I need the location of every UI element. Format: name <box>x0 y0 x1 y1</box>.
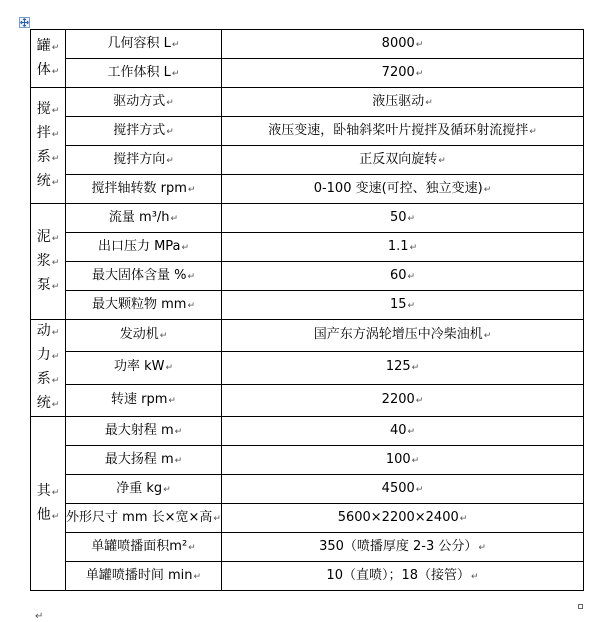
category-char <box>37 480 60 504</box>
category-char-text: 统 <box>36 172 51 189</box>
paragraph-mark: ↵ <box>51 129 60 140</box>
value-cell[interactable] <box>222 291 584 320</box>
category-char-text: 搅 <box>36 100 51 117</box>
paragraph-mark: ↵ <box>51 233 60 244</box>
param-label: 最大射程 m <box>104 422 174 438</box>
value-cell[interactable] <box>222 562 584 591</box>
category-char <box>37 98 60 122</box>
category-char-text: 统 <box>36 395 51 411</box>
category-char <box>37 146 60 170</box>
cell-end-mark: ↵ <box>187 271 196 282</box>
cell-end-mark: ↵ <box>174 426 183 437</box>
value-cell[interactable] <box>222 175 584 204</box>
param-cell[interactable] <box>66 117 222 146</box>
paragraph-mark: ↵ <box>51 400 60 410</box>
cell-end-mark: ↵ <box>438 155 446 166</box>
param-label: 最大扬程 m <box>104 451 174 467</box>
param-cell[interactable] <box>66 88 222 117</box>
param-cell[interactable] <box>66 417 222 446</box>
value-cell[interactable] <box>222 504 584 533</box>
param-label: 搅拌轴转数 rpm <box>91 180 187 196</box>
param-value: 国产东方涡轮增压中冷柴油机 <box>313 327 483 343</box>
paragraph-mark: ↵ <box>51 487 60 498</box>
category-char-text: 泵 <box>36 276 51 293</box>
cell-end-mark: ↵ <box>187 184 196 195</box>
param-cell[interactable] <box>66 59 222 88</box>
value-cell[interactable] <box>222 384 584 416</box>
value-cell[interactable] <box>222 233 584 262</box>
value-cell[interactable] <box>222 204 584 233</box>
category-char-text: 体 <box>36 61 51 78</box>
table-move-handle-icon[interactable] <box>19 17 30 28</box>
paragraph-mark: ↵ <box>51 257 60 268</box>
table-row <box>31 475 584 504</box>
category-char <box>37 35 60 59</box>
value-cell[interactable] <box>222 262 584 291</box>
cell-end-mark: ↵ <box>409 242 418 253</box>
cell-end-mark: ↵ <box>415 395 424 406</box>
param-label: 搅拌方式 <box>113 122 166 138</box>
param-label: 净重 kg <box>116 480 163 496</box>
param-value: 60 <box>389 267 407 283</box>
param-cell[interactable] <box>66 175 222 204</box>
category-char-text: 拌 <box>36 124 51 141</box>
cell-end-mark: ↵ <box>415 68 424 79</box>
cell-end-mark: ↵ <box>166 155 174 166</box>
cell-end-mark: ↵ <box>407 213 416 224</box>
cell-end-mark: ↵ <box>411 455 420 466</box>
value-cell[interactable] <box>222 417 584 446</box>
cell-end-mark: ↵ <box>213 513 221 524</box>
cell-end-mark: ↵ <box>478 542 486 553</box>
paragraph-mark: ↵ <box>51 105 60 116</box>
cell-end-mark: ↵ <box>483 331 492 342</box>
value-cell[interactable] <box>222 117 584 146</box>
category-char <box>37 368 60 392</box>
param-value: 7200 <box>381 64 415 80</box>
category-label <box>37 226 60 298</box>
table-row <box>31 352 584 384</box>
param-value: 50 <box>389 209 407 225</box>
category-char-text: 泥 <box>36 228 51 245</box>
cell-end-mark: ↵ <box>407 300 416 311</box>
table-resize-handle[interactable] <box>578 604 583 609</box>
param-value: 100 <box>385 451 411 467</box>
param-cell[interactable] <box>66 504 222 533</box>
param-label: 单罐喷播面积m² <box>91 538 188 554</box>
paragraph-mark: ↵ <box>51 153 60 164</box>
table-row <box>31 446 584 475</box>
category-char-text: 他 <box>36 506 51 523</box>
value-cell[interactable] <box>222 30 584 59</box>
value-cell[interactable] <box>222 352 584 384</box>
category-cell[interactable] <box>31 88 66 204</box>
paragraph-mark: ↵ <box>51 177 60 188</box>
param-cell[interactable] <box>66 262 222 291</box>
param-cell[interactable] <box>66 291 222 320</box>
param-label: 几何容积 L <box>107 35 171 51</box>
param-label: 最大颗粒物 mm <box>91 296 187 312</box>
paragraph-mark: ↵ <box>51 281 60 292</box>
category-cell[interactable] <box>31 30 66 88</box>
category-char <box>37 392 60 416</box>
table-row <box>31 204 584 233</box>
value-cell[interactable] <box>222 446 584 475</box>
category-char-text: 力 <box>36 347 51 363</box>
value-cell[interactable] <box>222 146 584 175</box>
table-row <box>31 146 584 175</box>
table-row <box>31 233 584 262</box>
category-label <box>37 320 60 416</box>
category-char <box>37 250 60 274</box>
category-cell[interactable] <box>31 204 66 320</box>
cell-end-mark: ↵ <box>483 184 492 195</box>
cell-end-mark: ↵ <box>170 213 179 224</box>
value-cell[interactable] <box>222 320 584 352</box>
paragraph-mark: ↵ <box>51 352 60 362</box>
category-cell[interactable] <box>31 320 66 417</box>
spec-table-body <box>31 30 584 591</box>
cell-end-mark: ↵ <box>187 300 195 311</box>
cell-end-mark: ↵ <box>188 542 196 553</box>
paragraph-mark: ↵ <box>35 611 44 622</box>
param-value: 1.1 <box>387 238 409 254</box>
param-value: 40 <box>389 422 407 438</box>
category-char-text: 其 <box>36 482 51 499</box>
param-cell[interactable] <box>66 533 222 562</box>
param-label: 流量 m³/h <box>108 209 170 225</box>
param-value: 10（直喷）；18（接管） <box>326 567 471 583</box>
param-cell[interactable] <box>66 475 222 504</box>
param-label: 出口压力 MPa <box>97 238 181 254</box>
value-cell[interactable] <box>222 533 584 562</box>
cell-end-mark: ↵ <box>415 39 424 50</box>
category-char <box>37 226 60 250</box>
category-char-text: 浆 <box>36 252 51 269</box>
param-value: 5600×2200×2400 <box>337 509 459 525</box>
param-value: 0-100 变速(可控、独立变速) <box>313 180 483 196</box>
category-char-text: 系 <box>36 371 51 387</box>
param-cell[interactable] <box>66 233 222 262</box>
category-char-text: 动 <box>36 323 51 339</box>
param-value: 液压驱动 <box>372 93 425 109</box>
paragraph-mark: ↵ <box>51 66 60 77</box>
param-cell[interactable] <box>66 204 222 233</box>
category-char <box>37 274 60 298</box>
param-cell[interactable] <box>66 30 222 59</box>
cell-end-mark: ↵ <box>407 271 416 282</box>
cell-end-mark: ↵ <box>411 363 420 374</box>
cell-end-mark: ↵ <box>165 363 174 374</box>
param-label: 单罐喷播时间 min <box>85 567 193 583</box>
value-cell[interactable] <box>222 475 584 504</box>
cell-end-mark: ↵ <box>166 97 174 108</box>
category-char <box>37 122 60 146</box>
paragraph-mark: ↵ <box>51 328 60 338</box>
param-label: 工作体积 L <box>107 64 171 80</box>
param-cell[interactable] <box>66 352 222 384</box>
category-char <box>37 344 60 368</box>
table-row <box>31 262 584 291</box>
cell-end-mark: ↵ <box>529 126 537 137</box>
value-cell[interactable] <box>222 88 584 117</box>
param-value: 液压变速，卧轴斜桨叶片搅拌及循环射流搅拌 <box>268 122 529 138</box>
param-value: 2200 <box>381 391 415 407</box>
param-label: 搅拌方向 <box>113 151 166 167</box>
param-value: 正反双向旋转 <box>359 151 438 167</box>
cell-end-mark: ↵ <box>163 484 171 495</box>
category-char-text: 系 <box>36 148 51 165</box>
category-cell[interactable] <box>31 417 66 591</box>
table-row <box>31 533 584 562</box>
paragraph-mark: ↵ <box>51 376 60 386</box>
category-label <box>37 35 60 83</box>
param-value: 4500 <box>381 480 415 496</box>
category-label <box>37 98 60 194</box>
param-label: 驱动方式 <box>113 93 166 109</box>
cell-end-mark: ↵ <box>415 484 424 495</box>
category-label <box>37 480 60 528</box>
param-value: 125 <box>385 359 411 375</box>
paragraph-mark: ↵ <box>51 511 60 522</box>
cell-end-mark: ↵ <box>425 97 433 108</box>
param-cell[interactable] <box>66 146 222 175</box>
value-cell[interactable] <box>222 59 584 88</box>
table-row <box>31 59 584 88</box>
cell-end-mark: ↵ <box>407 426 416 437</box>
category-char <box>37 59 60 83</box>
table-row <box>31 291 584 320</box>
param-label: 外形尺寸 mm 长×宽×高 <box>66 509 213 525</box>
table-row <box>31 504 584 533</box>
cell-end-mark: ↵ <box>174 455 183 466</box>
param-label: 发动机 <box>119 327 159 343</box>
table-row <box>31 562 584 591</box>
param-cell[interactable] <box>66 446 222 475</box>
cell-end-mark: ↵ <box>168 395 176 406</box>
param-cell[interactable] <box>66 320 222 352</box>
category-char <box>37 320 60 344</box>
param-value: 8000 <box>381 35 415 51</box>
param-label: 转速 rpm <box>111 391 168 407</box>
table-row <box>31 384 584 416</box>
param-cell[interactable] <box>66 384 222 416</box>
spec-table <box>30 29 584 591</box>
table-row <box>31 175 584 204</box>
table-row <box>31 320 584 352</box>
cell-end-mark: ↵ <box>166 126 174 137</box>
category-char <box>37 504 60 528</box>
cell-end-mark: ↵ <box>193 571 202 582</box>
param-label: 功率 kW <box>113 359 165 375</box>
category-char-text: 罐 <box>36 37 51 54</box>
param-value: 15 <box>389 296 407 312</box>
table-row <box>31 117 584 146</box>
table-row <box>31 88 584 117</box>
category-char <box>37 170 60 194</box>
param-value: 350（喷播厚度 2-3 公分） <box>319 538 478 554</box>
cell-end-mark: ↵ <box>459 513 468 524</box>
cell-end-mark: ↵ <box>159 331 168 342</box>
paragraph-mark: ↵ <box>51 42 60 53</box>
cell-end-mark: ↵ <box>471 571 479 582</box>
table-row <box>31 417 584 446</box>
param-label: 最大固体含量 % <box>91 267 187 283</box>
cell-end-mark: ↵ <box>171 39 180 50</box>
table-row <box>31 30 584 59</box>
cell-end-mark: ↵ <box>181 242 190 253</box>
cell-end-mark: ↵ <box>171 68 180 79</box>
param-cell[interactable] <box>66 562 222 591</box>
